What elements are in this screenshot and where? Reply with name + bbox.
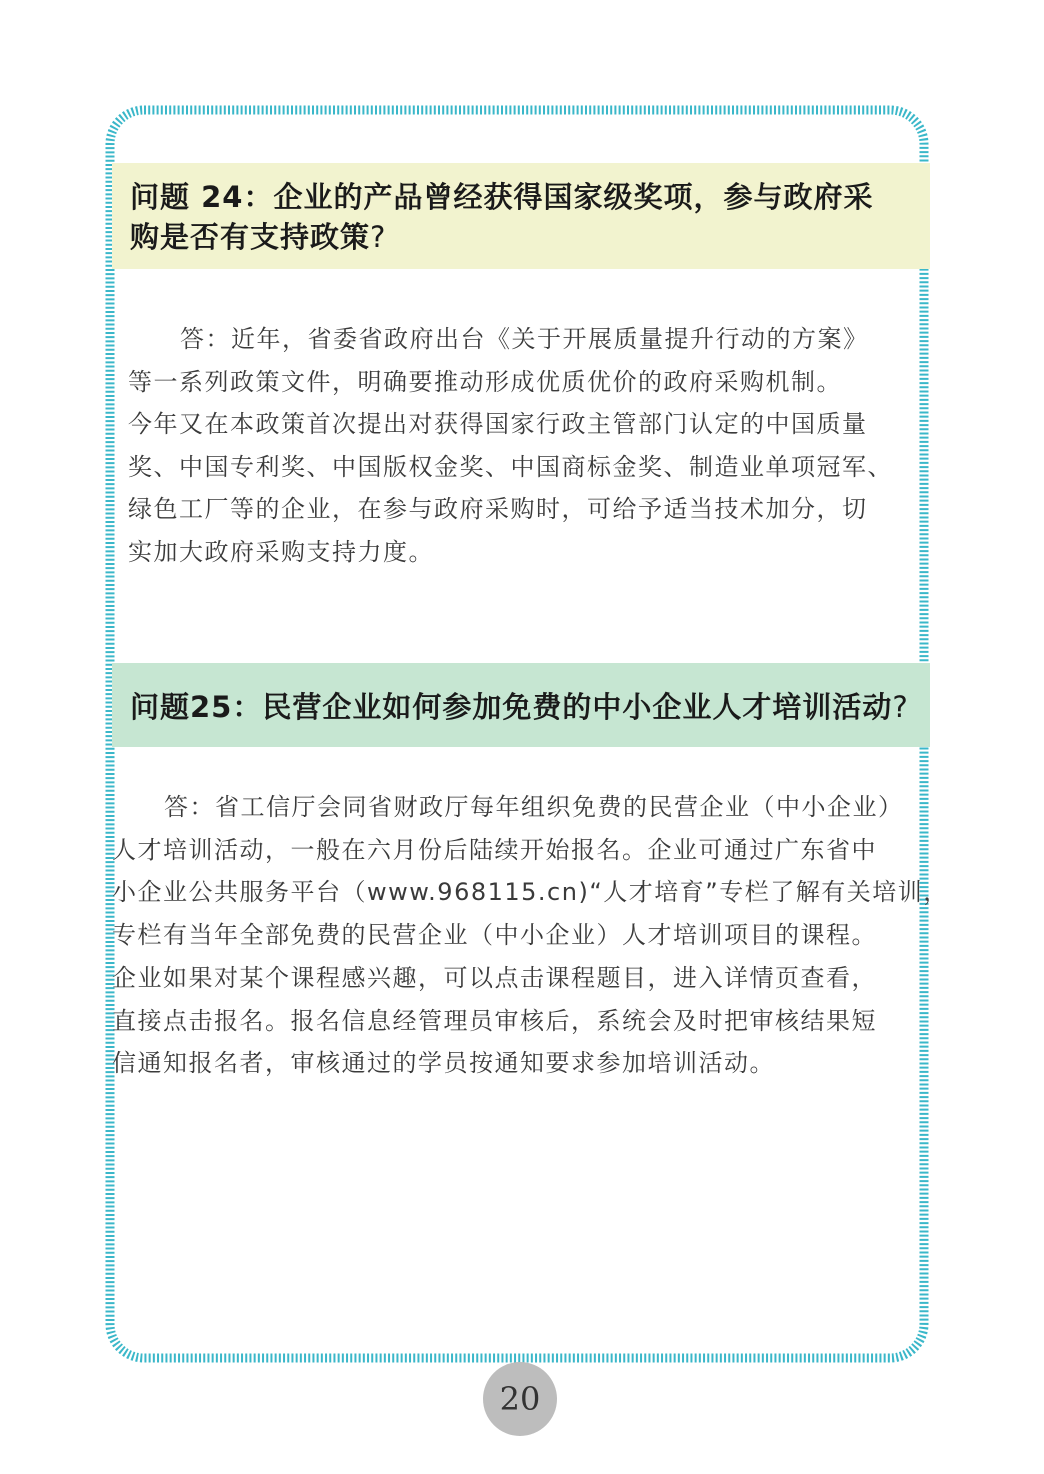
question-25-title	[130, 687, 930, 727]
answer-25-line: 答：省工信厅会同省财政厅每年组织免费的民营企业（中小企业）	[164, 793, 904, 821]
page-number: 20	[483, 1362, 557, 1436]
answer-25-line: 专栏有当年全部免费的民营企业（中小企业）人才培训项目的课程。	[112, 921, 877, 950]
answer-24-line: 绿色工厂等的企业，在参与政府采购时，可给予适当技术加分，切	[128, 495, 868, 523]
answer-24-line: 今年又在本政策首次提出对获得国家行政主管部门认定的中国质量	[128, 410, 868, 438]
question-24-title-line-1: 问题 24：企业的产品曾经获得国家级奖项，参与政府采	[130, 180, 874, 214]
question-25-banner	[112, 663, 930, 747]
answer-24-line: 实加大政府采购支持力度。	[128, 537, 434, 566]
answer-25	[112, 786, 949, 1085]
answer-24-line: 奖、中国专利奖、中国版权金奖、中国商标金奖、制造业单项冠军、	[128, 452, 893, 481]
question-24-title-line-2: 购是否有支持政策	[130, 220, 371, 254]
answer-25-line: 人才培训活动，一般在六月份后陆续开始报名。企业可通过广东省中	[112, 835, 877, 864]
answer-25-line: 企业如果对某个课程感兴趣，可以点击课程题目，进入详情页查看，	[112, 963, 877, 992]
question-24-title	[130, 177, 930, 257]
answer-24	[128, 318, 918, 573]
answer-25-line: 直接点击报名。报名信息经管理员审核后，系统会及时把审核结果短	[112, 1006, 877, 1035]
question-25-question-mark: ?	[892, 690, 909, 724]
answer-24-line: 等一系列政策文件，明确要推动形成优质优价的政府采购机制。	[128, 367, 842, 396]
question-24-question-mark: ?	[370, 220, 387, 254]
question-24-banner	[112, 163, 930, 269]
question-25-title-text: 问题25：民营企业如何参加免费的中小企业人才培训活动	[130, 690, 893, 724]
answer-25-line: 小企业公共服务平台（www.968115.cn)“人才培育”专栏了解有关培训，	[112, 878, 949, 907]
answer-24-line: 答：近年，省委省政府出台《关于开展质量提升行动的方案》	[180, 325, 869, 353]
answer-25-line: 信通知报名者，审核通过的学员按通知要求参加培训活动。	[112, 1049, 775, 1078]
